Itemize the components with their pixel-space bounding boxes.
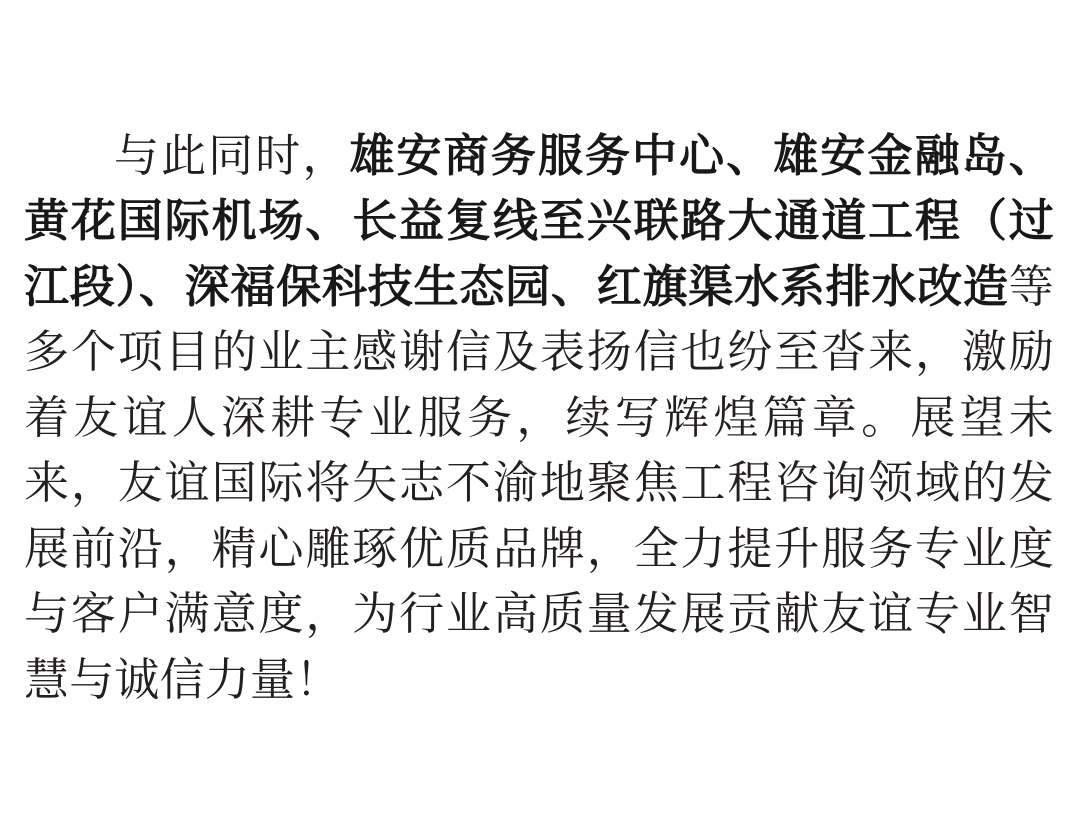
paragraph-remaining-text: 等多个项目的业主感谢信及表扬信也纷至沓来，激励着友谊人深耕专业服务，续写辉煌篇章。展望未来，友谊国际将矢志不渝地聚焦工程咨询领域的发展前沿，精心雕琢优质品牌，全力提升服务专业度与客户满意度，为行业高质量发展贡献友谊专业智慧与诚信力量！	[24, 260, 1054, 705]
paragraph-emphasized-projects: 雄安商务服务中心、雄安金融岛、黄花国际机场、长益复线至兴联路大通道工程（过江段）、深福保科技生态园、红旗渠水系排水改造	[24, 130, 1054, 312]
body-paragraph	[24, 123, 1054, 712]
paragraph-lead-text: 与此同时，	[114, 130, 350, 181]
